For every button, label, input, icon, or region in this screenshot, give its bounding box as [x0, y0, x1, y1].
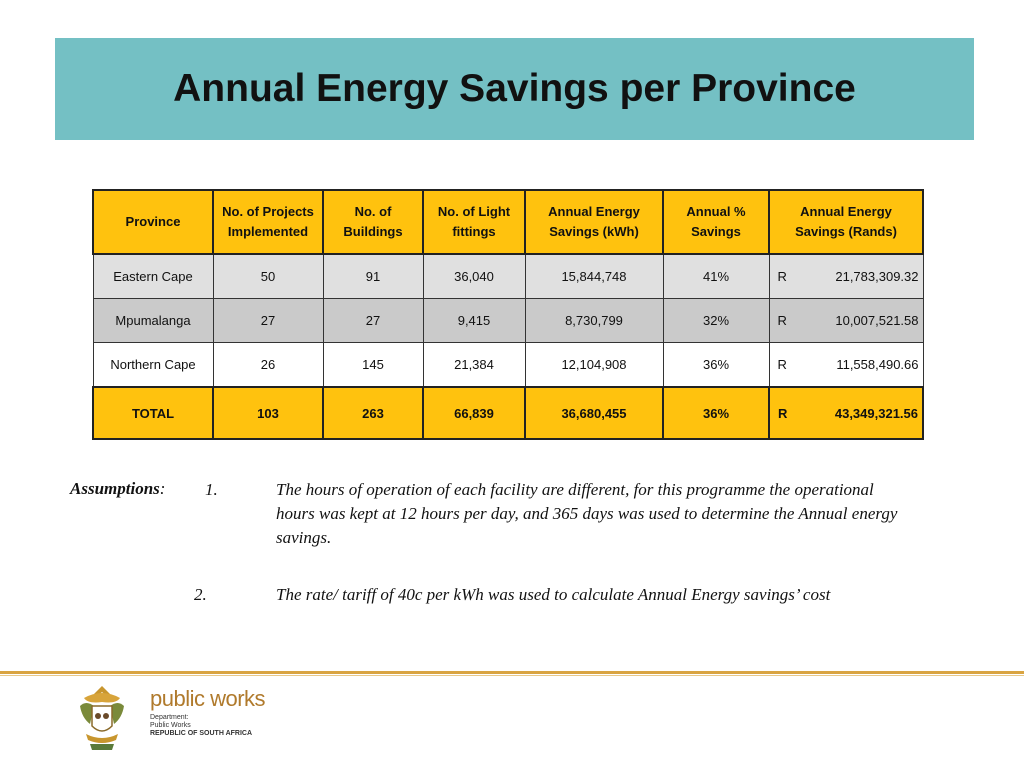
title-banner — [55, 38, 974, 140]
currency-symbol: R — [777, 269, 787, 284]
cell-buildings: 91 — [323, 254, 423, 299]
assumption-number: 1. — [205, 480, 218, 499]
table-header-row — [93, 190, 923, 254]
coat-of-arms-icon — [76, 684, 128, 754]
assumption-text: The hours of operation of each facility are different, for this programme the operational hours was kept at 12 hours per day, and 365 days was used to determine the Annual energy savings. — [276, 480, 898, 547]
cell-kwh: 8,730,799 — [525, 299, 663, 343]
cell-rands — [769, 299, 923, 343]
header-buildings: No. of Buildings — [323, 190, 423, 254]
total-kwh: 36,680,455 — [525, 387, 663, 439]
logo-subtext — [150, 714, 265, 738]
cell-buildings: 27 — [323, 299, 423, 343]
assumptions-label — [70, 477, 165, 501]
logo-line-department: Department: — [150, 714, 189, 721]
total-projects: 103 — [213, 387, 323, 439]
public-works-logo — [150, 686, 265, 738]
rands-amount: 11,558,490.66 — [836, 357, 919, 372]
cell-kwh: 15,844,748 — [525, 254, 663, 299]
table-total-row — [93, 387, 923, 439]
assumption-number: 2. — [194, 585, 207, 604]
header-fittings: No. of Light fittings — [423, 190, 525, 254]
assumptions-heading: Assumptions — [70, 479, 160, 498]
rands-amount: 21,783,309.32 — [835, 269, 919, 284]
total-pct: 36% — [663, 387, 769, 439]
rands-amount: 43,349,321.56 — [834, 405, 918, 421]
header-kwh: Annual Energy Savings (kWh) — [525, 190, 663, 254]
table-row — [93, 254, 923, 299]
rands-amount: 10,007,521.58 — [835, 313, 919, 328]
table-row — [93, 343, 923, 388]
cell-fittings: 36,040 — [423, 254, 525, 299]
header-province: Province — [93, 190, 213, 254]
total-fittings: 66,839 — [423, 387, 525, 439]
header-projects: No. of Projects Implemented — [213, 190, 323, 254]
slide-title: Annual Energy Savings per Province — [173, 67, 856, 110]
assumptions-colon: : — [159, 479, 166, 498]
header-pct: Annual % Savings — [663, 190, 769, 254]
total-label: TOTAL — [93, 387, 213, 439]
cell-fittings: 9,415 — [423, 299, 525, 343]
logo-wordmark: public works — [150, 686, 266, 711]
energy-savings-table — [92, 189, 924, 440]
cell-province: Northern Cape — [93, 343, 213, 388]
footer-divider — [0, 671, 1024, 674]
cell-province: Mpumalanga — [93, 299, 213, 343]
assumption-text: The rate/ tariff of 40c per kWh was used to calculate Annual Energy savings’ cost — [276, 585, 831, 604]
cell-projects: 27 — [213, 299, 323, 343]
cell-projects: 50 — [213, 254, 323, 299]
header-rands: Annual Energy Savings (Rands) — [769, 190, 923, 254]
cell-rands — [769, 343, 923, 388]
logo-line-republic: REPUBLIC OF SOUTH AFRICA — [150, 730, 253, 737]
footer-divider-thin — [0, 675, 1024, 676]
currency-symbol: R — [777, 357, 787, 372]
currency-symbol: R — [778, 405, 788, 421]
logo-line-public-works: Public Works — [150, 722, 191, 729]
cell-rands — [769, 254, 923, 299]
cell-projects: 26 — [213, 343, 323, 388]
total-buildings: 263 — [323, 387, 423, 439]
cell-pct: 32% — [663, 299, 769, 343]
cell-province: Eastern Cape — [93, 254, 213, 299]
cell-fittings: 21,384 — [423, 343, 525, 388]
cell-buildings: 145 — [323, 343, 423, 388]
cell-pct: 36% — [663, 343, 769, 388]
cell-pct: 41% — [663, 254, 769, 299]
cell-kwh: 12,104,908 — [525, 343, 663, 388]
table-row — [93, 299, 923, 343]
total-rands — [769, 387, 923, 439]
currency-symbol: R — [777, 313, 787, 328]
